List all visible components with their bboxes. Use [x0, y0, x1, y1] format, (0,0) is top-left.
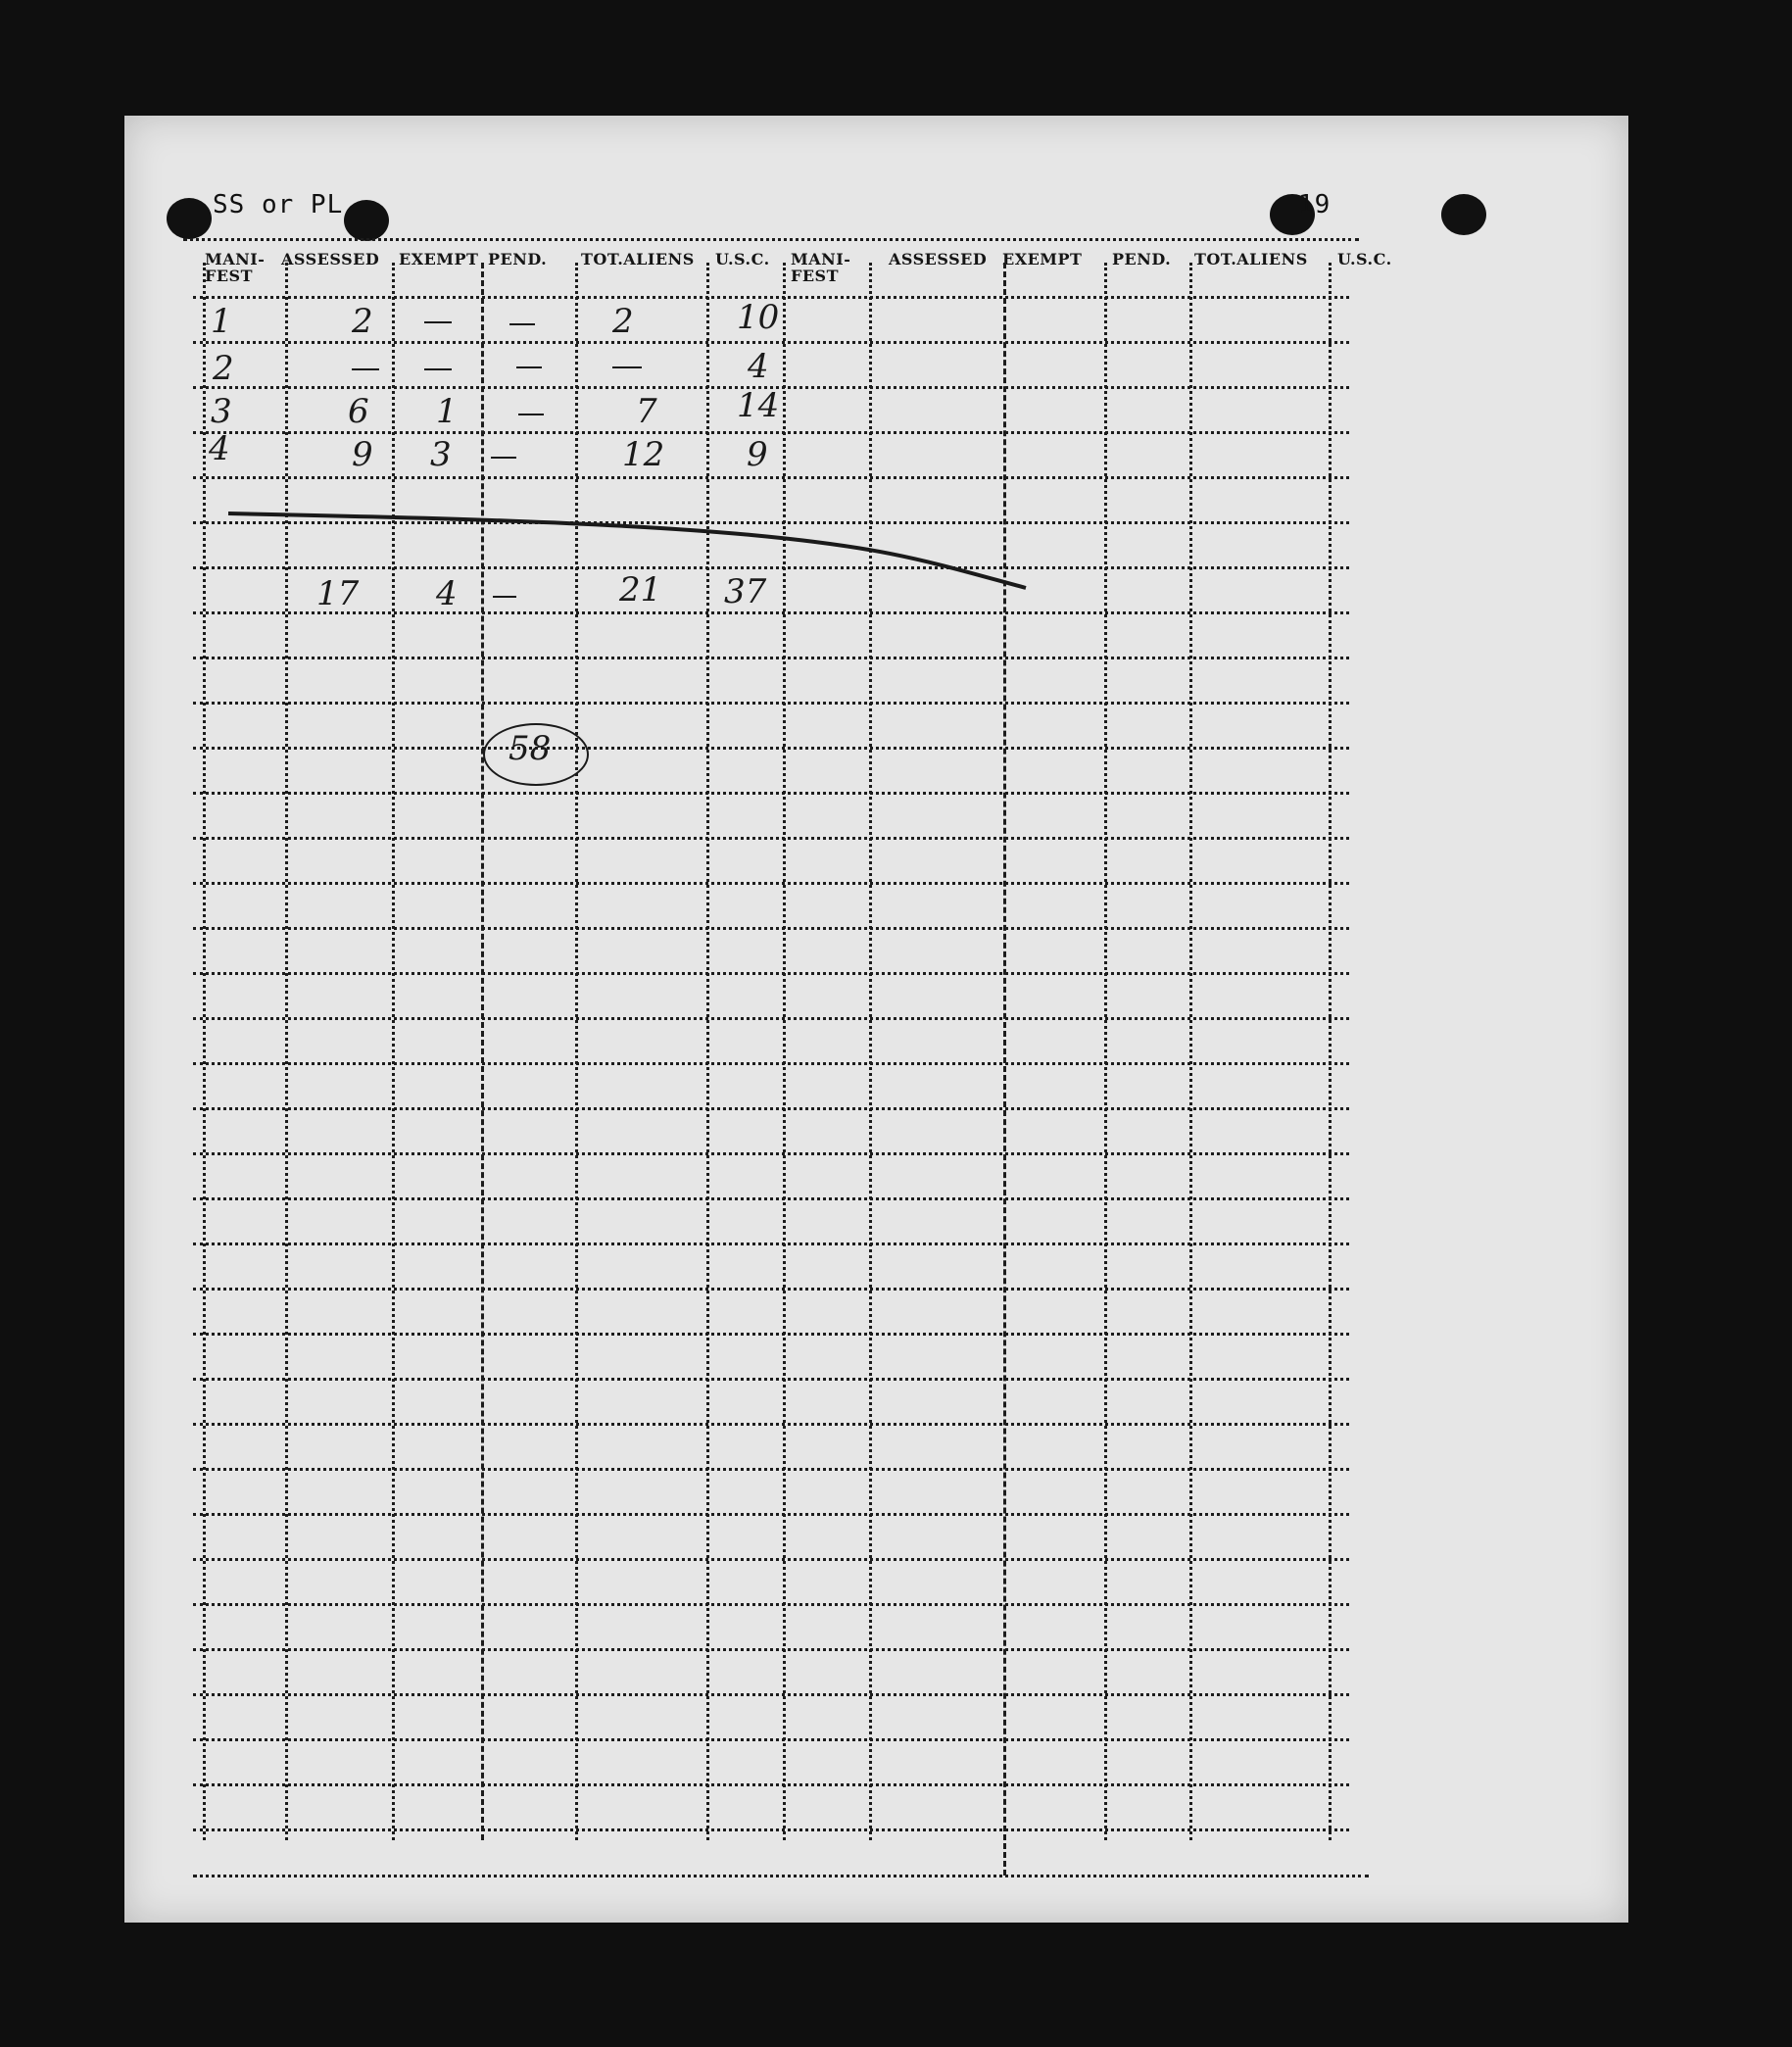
usc-cell: 9 — [747, 435, 768, 474]
tot-aliens-cell: 2 — [612, 302, 634, 341]
column-heading: MANI- FEST — [205, 250, 266, 285]
manifest-cell: 2 — [213, 349, 234, 388]
column-heading: ASSESSED — [281, 250, 380, 268]
column-heading: EXEMPT — [399, 250, 479, 268]
column-heading: PEND. — [1112, 250, 1172, 268]
year-label: 19 — [1298, 190, 1332, 219]
usc-cell: 14 — [737, 386, 780, 425]
assessed-cell: 9 — [352, 435, 373, 474]
ship-label: SS or PL — [213, 190, 344, 219]
tot-aliens-cell: 12 — [622, 435, 665, 474]
tot-aliens-cell: 7 — [636, 392, 657, 431]
column-heading: MANI- FEST — [791, 250, 851, 285]
column-heading: PEND. — [488, 250, 548, 268]
column-heading: ASSESSED — [889, 250, 988, 268]
column-heading: EXEMPT — [1002, 250, 1083, 268]
total-exempt: 4 — [436, 574, 458, 613]
total-usc: 37 — [724, 572, 767, 611]
manifest-cell: 1 — [211, 302, 232, 341]
form-sheet — [124, 116, 1628, 1923]
manifest-cell: 3 — [211, 392, 232, 431]
assessed-cell: 6 — [348, 392, 369, 431]
strike-line — [124, 116, 1628, 1923]
usc-cell: 10 — [737, 298, 780, 337]
column-heading: U.S.C. — [715, 250, 770, 268]
total-assessed: 17 — [316, 574, 360, 613]
column-heading: TOT.ALIENS — [1194, 250, 1308, 268]
exempt-cell: 3 — [430, 435, 452, 474]
grand-total: 58 — [509, 729, 552, 768]
exempt-cell: 1 — [436, 392, 458, 431]
column-heading: U.S.C. — [1337, 250, 1392, 268]
column-heading: TOT.ALIENS — [581, 250, 695, 268]
total-tot-aliens: 21 — [619, 570, 662, 609]
manifest-cell: 4 — [209, 429, 230, 468]
usc-cell: 4 — [748, 347, 769, 386]
assessed-cell: 2 — [352, 302, 373, 341]
